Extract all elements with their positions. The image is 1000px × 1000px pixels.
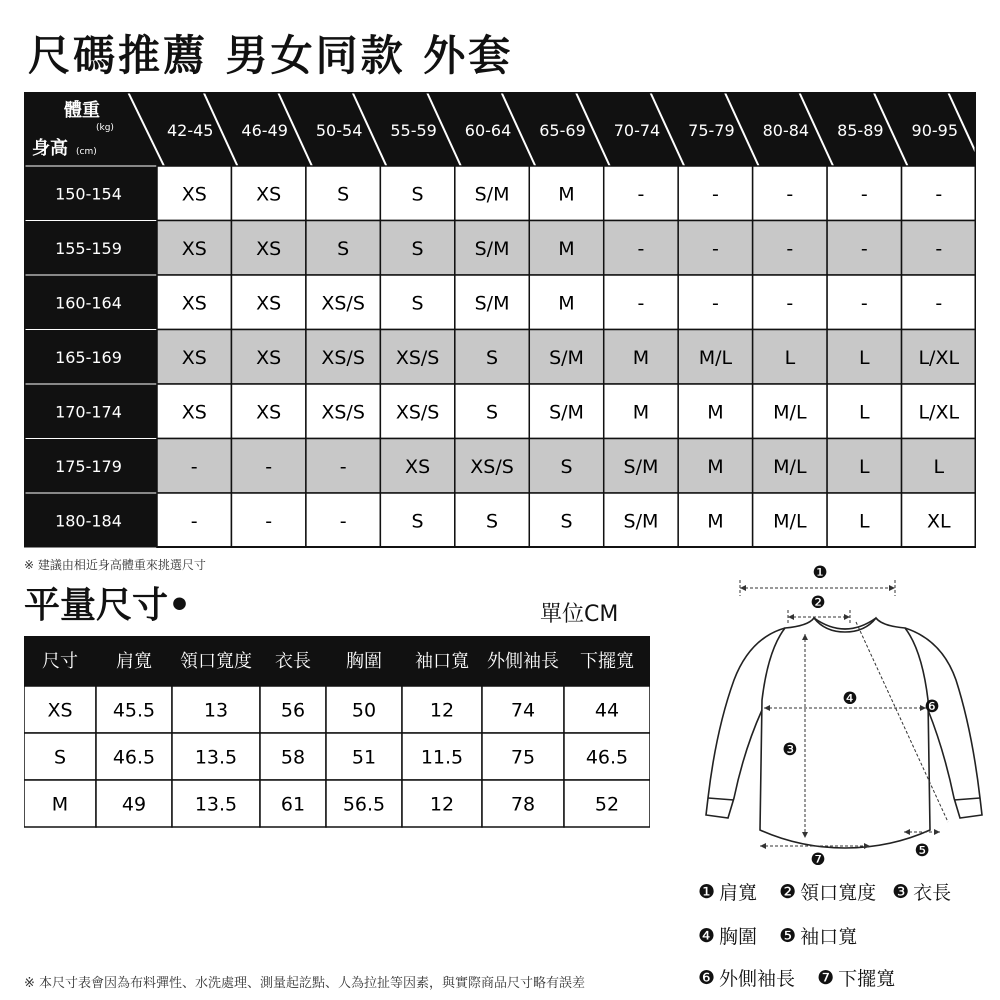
garment-diagram xyxy=(690,560,990,870)
height-label: 155-159 xyxy=(55,238,122,258)
size-value: S xyxy=(486,346,499,369)
size-value: - xyxy=(637,292,645,315)
size-value: - xyxy=(339,455,347,478)
size-value: S xyxy=(337,183,350,206)
size-value: M xyxy=(558,183,575,206)
size-value: XS/S xyxy=(395,346,440,369)
marker-sleeve: ❻ xyxy=(924,697,940,717)
size-value: S xyxy=(411,183,424,206)
meas-value: XS xyxy=(47,699,73,722)
height-label: 170-174 xyxy=(55,402,122,422)
size-value: XL xyxy=(926,510,951,533)
meas-value: 13.5 xyxy=(194,793,238,816)
legend-row-1 xyxy=(698,878,951,905)
corner-weight-label: 體重 xyxy=(64,100,100,121)
size-value: - xyxy=(786,183,794,206)
size-value: - xyxy=(786,237,794,260)
size-value: M/L xyxy=(773,401,807,424)
size-value: XS xyxy=(256,401,282,424)
legend-label-sleeve: 外側袖長 xyxy=(719,968,796,990)
size-value: S xyxy=(486,510,499,533)
size-value: S/M xyxy=(623,455,659,478)
disclaimer-note: ※ 本尺寸表會因為布料彈性、水洗處理、測量起訖點、人為拉扯等因素，與實際商品尺寸略有誤差 xyxy=(24,976,586,991)
meas-header: 領口寬度 xyxy=(180,651,252,672)
legend-label-cuff: 袖口寬 xyxy=(800,926,858,948)
recommendation-note: ※ 建議由相近身高體重來挑選尺寸 xyxy=(24,558,206,572)
legend-mark-4: ❹ xyxy=(698,924,716,947)
meas-value: 13.5 xyxy=(194,746,238,769)
weight-header: 42-45 xyxy=(166,121,214,140)
legend-row-2 xyxy=(698,922,857,949)
size-value: XS/S xyxy=(470,455,514,478)
size-value: S/M xyxy=(474,292,510,315)
size-value: S xyxy=(411,237,424,260)
size-value: XS xyxy=(256,346,282,369)
meas-header: 外側袖長 xyxy=(487,651,559,672)
size-value: L xyxy=(859,510,870,533)
meas-value: 74 xyxy=(510,699,536,722)
weight-header: 46-49 xyxy=(241,121,288,140)
size-value: XS/S xyxy=(321,401,365,424)
size-value: - xyxy=(935,237,943,260)
sleeve-length-line xyxy=(856,622,948,822)
size-value: S xyxy=(486,401,499,424)
size-value: S/M xyxy=(623,510,659,533)
meas-value: 12 xyxy=(429,793,455,816)
meas-header: 下擺寬 xyxy=(580,651,634,672)
meas-value: 11.5 xyxy=(420,746,464,769)
size-value: M xyxy=(707,455,724,478)
size-value: S/M xyxy=(474,183,510,206)
meas-value: 52 xyxy=(594,793,620,816)
size-value: M xyxy=(707,510,724,533)
meas-value: 13 xyxy=(203,699,229,722)
size-value: S/M xyxy=(549,401,584,424)
size-value: XS xyxy=(405,455,431,478)
size-value: M xyxy=(632,346,650,369)
size-value: L xyxy=(933,455,945,478)
size-value: - xyxy=(860,183,868,206)
meas-value: 78 xyxy=(510,793,536,816)
size-value: M xyxy=(558,292,575,315)
size-value: - xyxy=(190,455,198,478)
size-value: - xyxy=(637,237,645,260)
height-label: 180-184 xyxy=(55,511,122,531)
height-label: 165-169 xyxy=(55,347,122,367)
marker-shoulder: ❶ xyxy=(812,563,828,583)
legend-mark-1: ❶ xyxy=(698,880,716,903)
weight-header: 90-95 xyxy=(911,121,959,140)
meas-header: 肩寬 xyxy=(116,651,152,672)
size-value: S xyxy=(560,510,573,533)
meas-value: 51 xyxy=(351,746,377,769)
legend-label-length: 衣長 xyxy=(913,882,952,904)
size-value: S xyxy=(411,510,424,533)
size-value: - xyxy=(711,183,719,206)
meas-value: 58 xyxy=(280,746,306,769)
height-label: 150-154 xyxy=(55,184,122,204)
size-value: XS/S xyxy=(395,401,440,424)
size-recommendation-table xyxy=(24,92,976,548)
meas-value: 45.5 xyxy=(112,699,156,722)
size-value: XS xyxy=(181,292,207,315)
marker-length: ❸ xyxy=(782,740,798,760)
meas-value: 50 xyxy=(351,699,377,722)
flat-measurement-table xyxy=(24,636,650,828)
weight-header: 75-79 xyxy=(688,121,735,140)
size-value: - xyxy=(711,292,719,315)
size-value: S/M xyxy=(474,237,510,260)
size-value: M/L xyxy=(773,510,807,533)
size-value: - xyxy=(637,183,645,206)
meas-value: 44 xyxy=(594,699,620,722)
size-value: L xyxy=(859,455,870,478)
height-label: 175-179 xyxy=(55,456,122,476)
size-value: - xyxy=(935,292,943,315)
size-value: S/M xyxy=(549,346,584,369)
size-value: - xyxy=(265,510,273,533)
weight-header: 70-74 xyxy=(613,121,661,140)
size-value: - xyxy=(860,292,868,315)
legend-mark-3: ❸ xyxy=(892,880,910,903)
marker-neck: ❷ xyxy=(810,593,826,613)
meas-header: 衣長 xyxy=(275,651,311,672)
size-value: M xyxy=(558,237,575,260)
meas-header: 袖口寬 xyxy=(415,651,469,672)
marker-chest: ❹ xyxy=(842,689,858,709)
weight-header: 55-59 xyxy=(390,121,437,140)
size-value: - xyxy=(190,510,198,533)
size-value: XS xyxy=(181,346,207,369)
size-value: S xyxy=(411,292,424,315)
legend-mark-5: ❺ xyxy=(779,924,797,947)
size-value: - xyxy=(935,183,943,206)
size-value: M/L xyxy=(698,346,733,369)
size-value: - xyxy=(860,237,868,260)
meas-value: M xyxy=(51,793,69,816)
size-value: S xyxy=(560,455,573,478)
marker-cuff: ❺ xyxy=(914,841,930,861)
unit-label: 單位CM xyxy=(540,602,619,627)
size-value: XS xyxy=(181,237,207,260)
meas-value: 46.5 xyxy=(112,746,156,769)
meas-value: 56 xyxy=(280,699,306,722)
height-label: 160-164 xyxy=(55,293,122,313)
meas-value: S xyxy=(53,746,67,769)
size-value: L/XL xyxy=(918,346,960,369)
corner-height-unit: (cm) xyxy=(76,147,97,157)
size-value: XS/S xyxy=(321,292,365,315)
meas-header: 尺寸 xyxy=(42,651,78,672)
weight-header: 50-54 xyxy=(315,121,363,140)
size-value: XS xyxy=(181,401,207,424)
legend-label-neck: 領口寬度 xyxy=(800,882,877,904)
size-value: - xyxy=(786,292,794,315)
size-value: L/XL xyxy=(918,401,960,424)
size-value: - xyxy=(711,237,719,260)
size-value: L xyxy=(859,401,870,424)
meas-value: 56.5 xyxy=(342,793,386,816)
legend-mark-2: ❷ xyxy=(779,880,797,903)
size-value: L xyxy=(859,346,870,369)
weight-header: 85-89 xyxy=(837,121,884,140)
meas-value: 61 xyxy=(280,793,306,816)
legend-label-chest: 胸圍 xyxy=(719,926,758,948)
legend-label-shoulder: 肩寬 xyxy=(719,882,758,904)
weight-header: 65-69 xyxy=(539,121,586,140)
meas-value: 46.5 xyxy=(585,746,629,769)
size-value: XS/S xyxy=(321,346,365,369)
size-value: M/L xyxy=(773,455,807,478)
legend-row-3 xyxy=(698,964,895,991)
size-value: XS xyxy=(256,237,282,260)
marker-hem: ❼ xyxy=(810,850,826,870)
legend-label-hem: 下擺寬 xyxy=(838,968,896,990)
flat-measurement-title: 平量尺寸• xyxy=(24,585,192,626)
legend-mark-6: ❻ xyxy=(698,966,716,989)
size-value: S xyxy=(337,237,350,260)
meas-value: 75 xyxy=(510,746,536,769)
size-value: L xyxy=(784,346,796,369)
legend-mark-7: ❼ xyxy=(817,966,835,989)
weight-header: 80-84 xyxy=(762,121,810,140)
corner-weight-unit: (kg) xyxy=(96,123,114,133)
weight-header: 60-64 xyxy=(464,121,512,140)
size-value: M xyxy=(707,401,724,424)
meas-header: 胸圍 xyxy=(346,651,382,672)
corner-height-label: 身高 xyxy=(32,138,68,159)
size-value: M xyxy=(632,401,650,424)
size-value: - xyxy=(265,455,273,478)
size-value: XS xyxy=(256,292,282,315)
meas-value: 49 xyxy=(121,793,147,816)
jacket-outline xyxy=(706,618,982,848)
page-title: 尺碼推薦 男女同款 外套 xyxy=(28,31,514,80)
meas-value: 12 xyxy=(429,699,455,722)
size-value: - xyxy=(339,510,347,533)
size-value: XS xyxy=(256,183,282,206)
size-value: XS xyxy=(181,183,207,206)
